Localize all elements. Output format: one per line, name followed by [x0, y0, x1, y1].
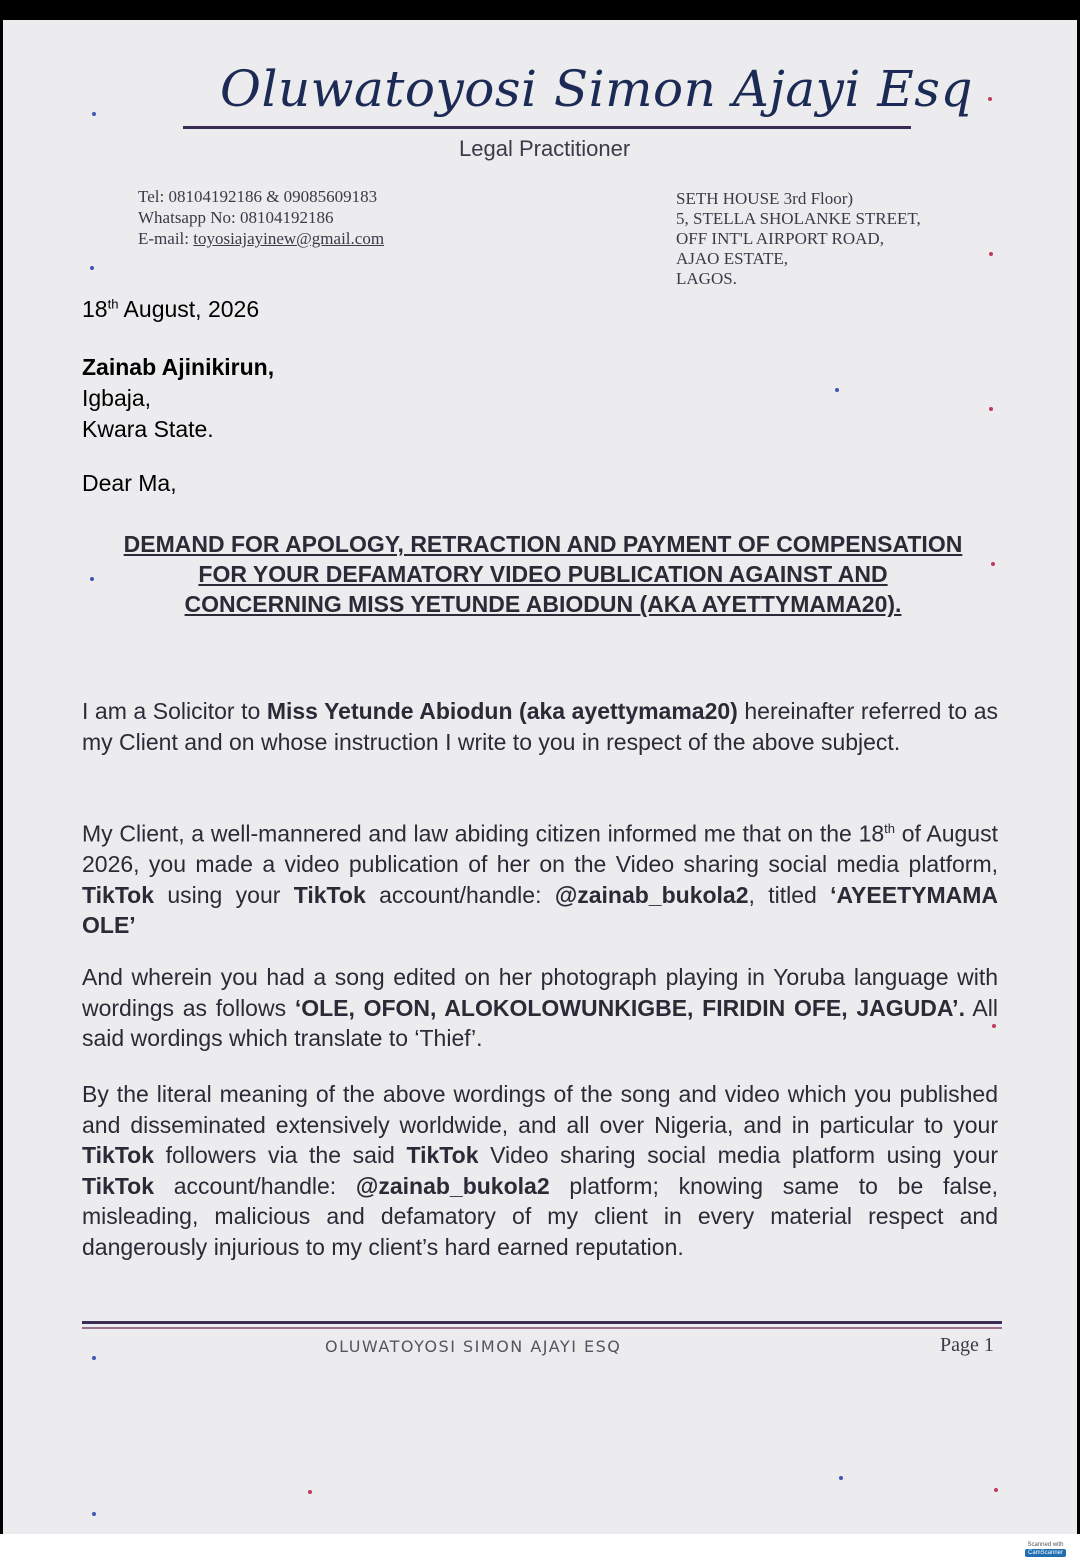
- paper-speck: [90, 266, 94, 270]
- paper-speck: [92, 1512, 96, 1516]
- tiktok-handle: @zainab_bukola2: [554, 881, 749, 908]
- paragraph-1: I am a Solicitor to Miss Yetunde Abiodun (aka ayettymama20) hereinafter referred to as my Client and on whose instruction I write to you in respect of the above subject.: [82, 698, 998, 755]
- paper-speck: [988, 97, 992, 101]
- tiktok-handle: @zainab_bukola2: [355, 1172, 550, 1199]
- recipient-state: Kwara State.: [82, 416, 214, 442]
- scanner-watermark: [1025, 1541, 1066, 1557]
- paper-speck: [994, 1488, 998, 1492]
- salutation: Dear Ma,: [82, 470, 177, 496]
- date-day: 18: [82, 296, 108, 322]
- contact-whatsapp: Whatsapp No: 08104192186: [138, 208, 334, 227]
- recipient-name: Zainab Ajinikirun,: [82, 354, 275, 380]
- footer-rule: [82, 1321, 1002, 1324]
- paragraph-4: By the literal meaning of the above wordings of the song and video which you published and disseminated extensively worldwide, and all over Nigeria, and in particular to your TikTok followers via the said TikTok Video sharing social media platform using your TikTok account/handle: @zainab_bukola2 platform; knowing same to be false, misleading, malicious and defamatory of my client in every material respect and dangerously injurious to my client’s hard earned reputation.: [82, 1081, 998, 1260]
- contact-email: toyosiajayinew@gmail.com: [193, 229, 385, 248]
- song-wordings: ‘OLE, OFON, ALOKOLOWUNKIGBE, FIRIDIN OFE, JAGUDA’.: [294, 994, 965, 1021]
- paper-speck: [991, 562, 995, 566]
- paper-speck: [989, 252, 993, 256]
- date-suffix: th: [107, 296, 119, 312]
- date-rest: August, 2026: [118, 296, 260, 322]
- scanner-label: Scanned with: [1027, 1542, 1064, 1548]
- address-line: OFF INT'L AIRPORT ROAD,: [676, 229, 884, 248]
- paper-speck: [90, 577, 94, 581]
- footer-name: OLUWATOYOSI SIMON AJAYI ESQ: [325, 1337, 622, 1356]
- paper-speck: [835, 388, 839, 392]
- contact-email-label: E-mail:: [138, 229, 194, 248]
- address-line: AJAO ESTATE,: [676, 249, 788, 268]
- recipient-block: [82, 352, 274, 445]
- paragraph-3: And wherein you had a song edited on her photograph playing in Yoruba language with wordings as follows ‘OLE, OFON, ALOKOLOWUNKIGBE, FIRIDIN OFE, JAGUDA’. All said wordings which translate to ‘Thief’.: [82, 964, 998, 1051]
- bottom-strip: [0, 1534, 1080, 1568]
- paper-speck: [992, 1024, 996, 1028]
- paper-speck: [308, 1490, 312, 1494]
- contact-tel: Tel: 08104192186 & 09085609183: [138, 187, 378, 206]
- paper-speck: [92, 112, 96, 116]
- paper-speck: [839, 1476, 843, 1480]
- letter-date: [82, 296, 259, 323]
- subject-heading: DEMAND FOR APOLOGY, RETRACTION AND PAYMENT OF COMPENSATION FOR YOUR DEFAMATORY VIDEO PUBLICATION AGAINST AND CONCERNING MISS YETUNDE ABIODUN (AKA AYETTYMAMA20).: [123, 531, 963, 617]
- video-title: ‘AYEETYMAMA OLE’: [82, 881, 998, 939]
- contact-email-line: [138, 228, 384, 249]
- page-number: Page 1: [940, 1334, 994, 1356]
- letterhead-name: Oluwatoyosi Simon Ajayi Esq: [220, 60, 973, 118]
- paper-speck: [989, 407, 993, 411]
- address-line: LAGOS.: [676, 269, 737, 288]
- contact-block: [138, 186, 384, 249]
- address-block: [676, 189, 921, 289]
- paper-speck: [92, 1356, 96, 1360]
- paragraph-2: My Client, a well-mannered and law abiding citizen informed me that on the 18th of August 2026, you made a video publication of her on the Video sharing social media platform, TikTok using your TikTok account/handle: @zainab_bukola2, titled ‘AYEETYMAMA OLE’: [82, 820, 998, 939]
- address-line: SETH HOUSE 3rd Floor): [676, 189, 854, 208]
- footer-rule-accent: [82, 1327, 1002, 1329]
- letterhead-rule: [183, 126, 911, 129]
- letterhead-subtitle: Legal Practitioner: [459, 136, 631, 161]
- client-name: Miss Yetunde Abiodun (aka ayettymama20): [266, 698, 738, 724]
- recipient-town: Igbaja,: [82, 385, 152, 411]
- scanner-brand: CamScanner: [1025, 1549, 1066, 1557]
- address-line: 5, STELLA SHOLANKE STREET,: [676, 209, 921, 228]
